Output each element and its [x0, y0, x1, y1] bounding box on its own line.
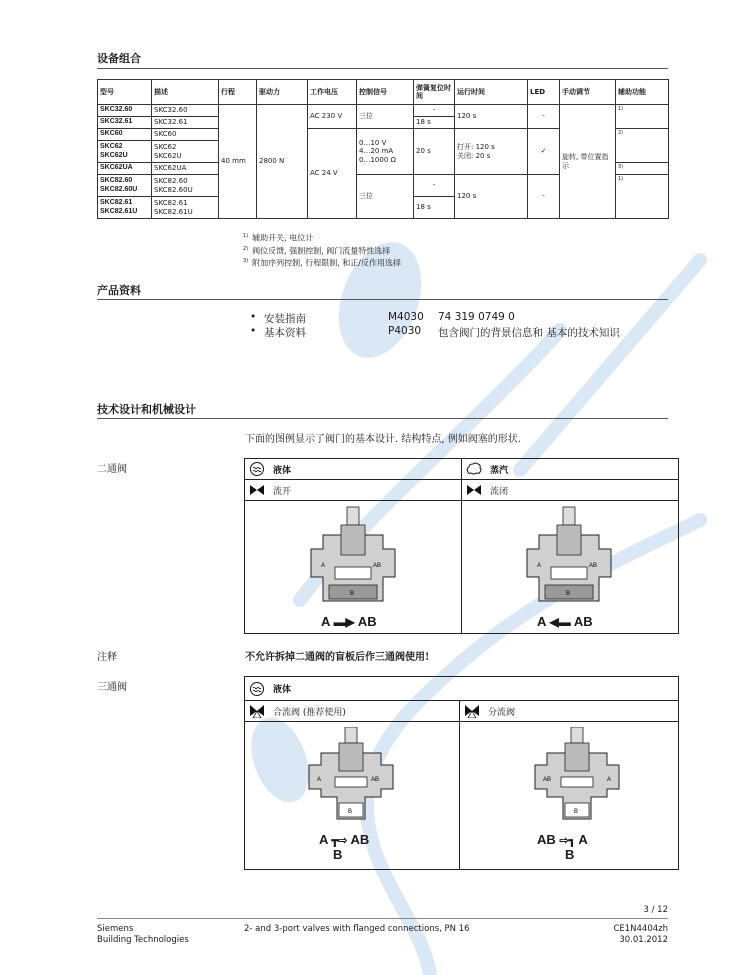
svg-text:A: A: [317, 777, 322, 783]
three-way-box: [244, 676, 679, 870]
cell-model: SKC32.60: [98, 105, 152, 117]
section-title-tech-design: 技术设计和机械设计: [97, 403, 196, 416]
doc-name: 基本资料: [264, 327, 306, 339]
cell-desc: SKC60: [152, 129, 219, 141]
svg-text:B: B: [566, 591, 571, 597]
header-led: LED: [528, 80, 560, 105]
flow-label: 合流阀 (推荐使用): [273, 707, 346, 718]
header-voltage: 工作电压: [308, 80, 357, 105]
cell-model: SKC82.61 SKC82.61U: [98, 197, 152, 219]
section-title-product-docs: 产品资料: [97, 284, 141, 297]
svg-text:AB: AB: [589, 563, 598, 569]
cell-desc: SKC62UA: [152, 163, 219, 175]
header-runtime: 运行时间: [455, 80, 528, 105]
two-way-label: 二通阀: [97, 464, 127, 475]
cell-aux-2: 2): [616, 129, 669, 163]
page-number: 3 / 12: [643, 905, 668, 915]
footer-doc: CE1N4404zh 30.01.2012: [613, 924, 668, 945]
cell-model: SKC82.60 SKC82.60U: [98, 175, 152, 197]
section-rule: [97, 418, 668, 419]
svg-text:B: B: [348, 809, 353, 815]
flow-caption: A ◀▬ AB: [537, 614, 593, 629]
doc-code: M4030: [388, 311, 424, 323]
svg-text:B: B: [350, 591, 355, 597]
doc-item: • 基本资料 P4030 包含阀门的背景信息和 基本的技术知识: [250, 325, 620, 339]
cell-manual: 旋转, 带位置指示: [560, 105, 616, 219]
cell-signal-3pos: 三位: [357, 105, 414, 129]
doc-item: • 安装指南 M4030 74 319 0749 0: [250, 311, 515, 325]
flow-row: [245, 701, 459, 722]
cell-aux-3: 3): [616, 163, 669, 175]
cell-led-dash: -: [528, 105, 560, 129]
footnotes: [243, 231, 401, 269]
medium-label: 蒸汽: [490, 465, 509, 476]
flow-caption: A ▬▶ AB: [321, 614, 377, 629]
flow-caption: A ┳⇨ AB B: [319, 832, 370, 862]
cell-signal-analog: 0…10 V 4…20 mA 0…1000 Ω: [357, 129, 414, 175]
table-header-row: [98, 80, 669, 105]
footnote: $^{1)}$ 辅助开关, 电位计: [243, 233, 314, 243]
table-row: [98, 105, 669, 117]
valve-drawing: [527, 727, 627, 827]
cell-led-check: ✓: [528, 129, 560, 175]
cell-spring-dash: -: [414, 175, 455, 197]
two-way-valve-icon: [249, 483, 265, 497]
svg-text:AB: AB: [373, 563, 382, 569]
liquid-icon: [249, 462, 265, 476]
tech-intro: 下面的图例显示了阀门的基本设计. 结构特点, 例如阀塞的形状.: [245, 434, 521, 445]
svg-text:B: B: [574, 809, 579, 815]
three-way-label: 三通阀: [97, 682, 127, 693]
flow-label: 分流阀: [488, 707, 516, 718]
header-force: 驱动力: [257, 80, 308, 105]
divider: [459, 701, 460, 869]
cell-runtime-120-2: 120 s: [455, 175, 528, 219]
header-spring-return: 弹簧复位时间: [414, 80, 455, 105]
flow-label: 流开: [273, 486, 292, 497]
valve-drawing: [301, 727, 401, 827]
footer-title: 2- and 3-port valves with flanged connections, PN 16: [244, 924, 470, 934]
footnote: $^{2)}$ 阀位反馈, 强制控制, 阀门流量特性选择: [243, 245, 391, 256]
doc-ref: 包含阀门的背景信息和 基本的技术知识: [438, 327, 620, 339]
note-text: 不允许拆掉二通阀的盲板后作三通阀使用!: [245, 652, 430, 663]
two-way-box: [244, 458, 679, 634]
cell-spring-dash: -: [414, 105, 455, 117]
liquid-icon: [249, 682, 265, 696]
header-manual: 手动调节: [560, 80, 616, 105]
cell-runtime-120: 120 s: [455, 105, 528, 129]
svg-text:AB: AB: [371, 777, 380, 783]
svg-text:A: A: [537, 563, 542, 569]
header-stroke: 行程: [219, 80, 257, 105]
doc-code: P4030: [388, 325, 422, 337]
section-rule: [97, 68, 668, 69]
medium-label: 液体: [273, 465, 292, 476]
section-title-combination: 设备组合: [97, 52, 141, 65]
svg-text:AB: AB: [543, 777, 552, 783]
note-label: 注释: [97, 652, 117, 663]
flow-caption: AB ⇨┓ A B: [537, 832, 588, 862]
cell-desc: SKC62 SKC62U: [152, 141, 219, 163]
cell-desc: SKC32.61: [152, 117, 219, 129]
cell-runtime-open-close: 打开: 120 s 关闭: 20 s: [455, 129, 528, 175]
cell-spring-20s: 20 s: [414, 129, 455, 175]
cell-force: 2800 N: [257, 105, 308, 219]
cell-spring-18s: 18 s: [414, 117, 455, 129]
cell-voltage-24: AC 24 V: [308, 129, 357, 219]
medium-label: 液体: [273, 685, 292, 695]
footnote: $^{3)}$ 附加序列控制, 行程限制, 和正/反作用选择: [243, 258, 402, 268]
footer-rule: [97, 918, 668, 919]
cell-desc: SKC82.60 SKC82.60U: [152, 175, 219, 197]
cell-model: SKC32.61: [98, 117, 152, 129]
medium-row: [245, 677, 678, 701]
header-signal: 控制信号: [357, 80, 414, 105]
flow-label: 流闭: [490, 486, 509, 497]
steam-icon: [466, 462, 482, 476]
valve-drawing: [519, 505, 619, 613]
diverting-valve-icon: [464, 704, 480, 718]
flow-row: [245, 480, 461, 501]
cell-aux-1: 1): [616, 105, 669, 129]
section-rule: [97, 299, 668, 300]
flow-row: [460, 701, 678, 722]
header-description: 描述: [152, 80, 219, 105]
cell-spring-18s: 18 s: [414, 197, 455, 219]
cell-voltage-230: AC 230 V: [308, 105, 357, 129]
cell-desc: SKC82.61 SKC82.61U: [152, 197, 219, 219]
svg-text:A: A: [607, 777, 612, 783]
medium-row: [462, 459, 678, 480]
cell-signal-3pos-2: 三位: [357, 175, 414, 219]
flow-row: [462, 480, 678, 501]
mixing-valve-icon: [249, 704, 265, 718]
two-way-valve-icon: [466, 483, 482, 497]
doc-name: 安装指南: [264, 313, 306, 325]
header-aux: 辅助功能: [616, 80, 669, 105]
cell-model: SKC60: [98, 129, 152, 141]
cell-led-dash: -: [528, 175, 560, 219]
cell-aux-1: 1): [616, 175, 669, 219]
medium-row: [245, 459, 461, 480]
valve-drawing: [303, 505, 403, 613]
cell-stroke: 40 mm: [219, 105, 257, 219]
svg-text:A: A: [321, 563, 326, 569]
doc-ref: 74 319 0749 0: [438, 311, 515, 323]
footer-company: Siemens Building Technologies: [97, 924, 189, 945]
cell-desc: SKC32.60: [152, 105, 219, 117]
header-model: 型号: [98, 80, 152, 105]
cell-model: SKC62UA: [98, 163, 152, 175]
cell-model: SKC62 SKC62U: [98, 141, 152, 163]
combination-table: [97, 79, 669, 219]
